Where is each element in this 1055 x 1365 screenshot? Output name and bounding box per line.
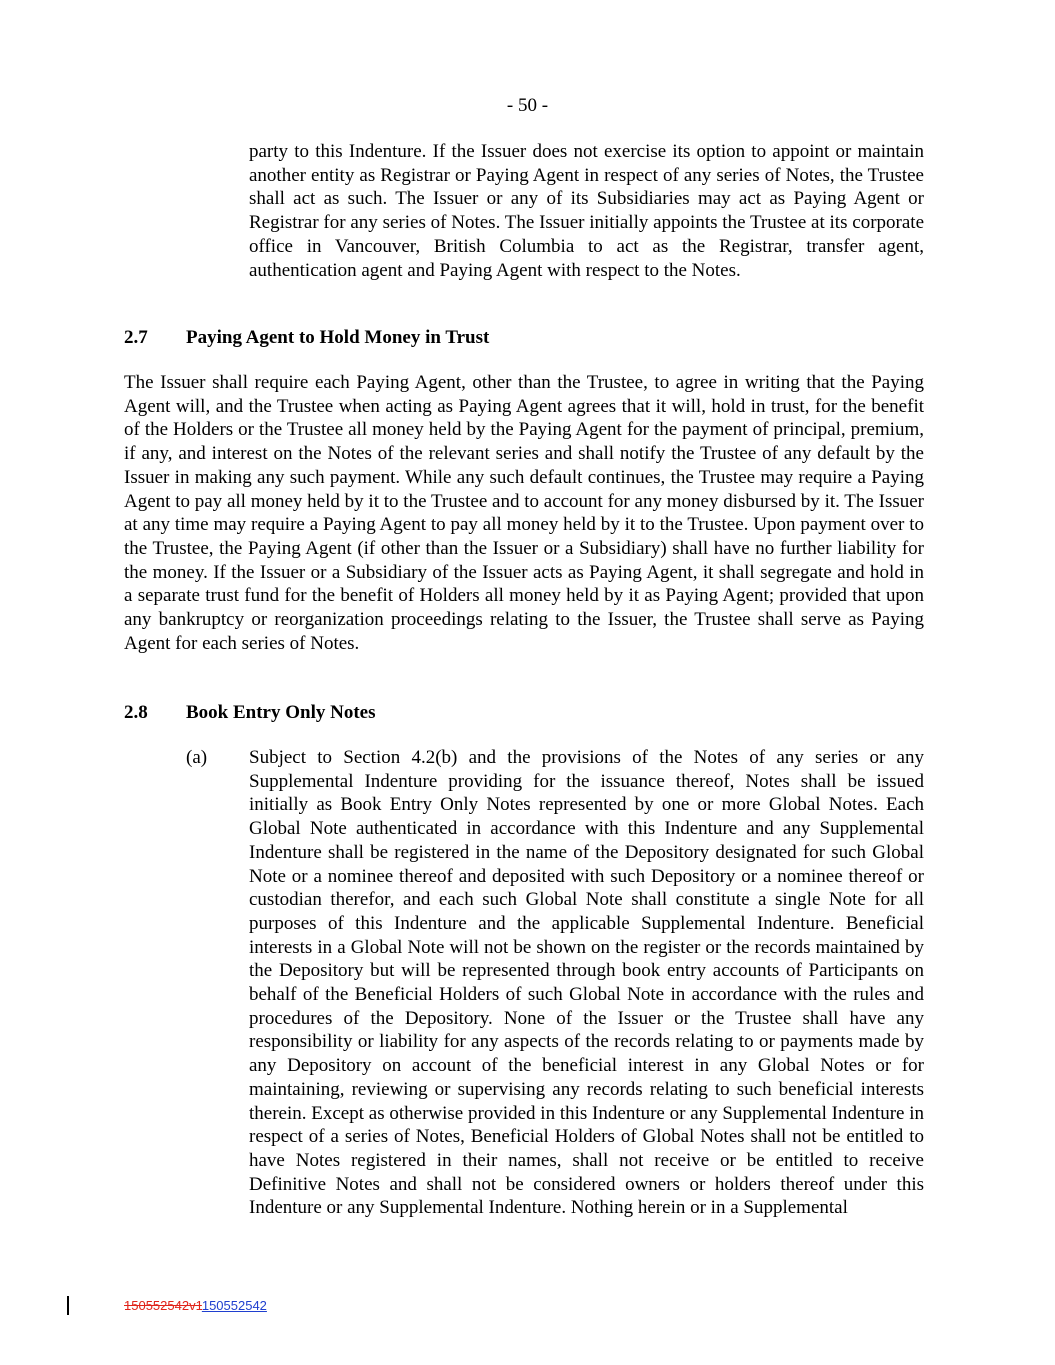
inserted-document-id: 150552542: [201, 1298, 267, 1313]
section-2-7-body: The Issuer shall require each Paying Agent, other than the Trustee, to agree in writing that the Paying Agent will, and the Trustee when acting as Paying Agent agrees that it will, hold in trust, for the benefit of the Holders or the Trustee all money held by the Paying Agent for the payment of principal, premium, if any, and interest on the Notes of the relevant series and shall notify the Trustee of any default by the Issuer in making any such payment. While any such default continues, the Trustee may require a Paying Agent to pay all money held by it to the Trustee and to account for any money disbursed by it. The Issuer at any time may require a Paying Agent to pay all money held by it to the Trustee. Upon payment over to the Trustee, the Paying Agent (if other than the Issuer or a Subsidiary) shall have no further liability for the money. If the Issuer or a Subsidiary of the Issuer acts as Paying Agent, it shall segregate and hold in a separate trust fund for the benefit of Holders all money held by it as Paying Agent; provided that upon any bankruptcy or reorganization proceedings relating to the Issuer, the Trustee shall serve as Paying Agent for each series of Notes.: [124, 372, 924, 654]
item-a-label: (a): [186, 747, 208, 768]
document-id-footer: [124, 1298, 267, 1314]
section-title: Paying Agent to Hold Money in Trust: [186, 327, 490, 348]
section-heading-2-7: [124, 326, 924, 350]
deleted-document-id: 150552542v1: [124, 1298, 202, 1313]
continuation-paragraph: party to this Indenture. If the Issuer does not exercise its option to appoint or maintain another entity as Registrar or Paying Agent in respect of any series of Notes, the Trustee shall act as such. The Issuer or any of its Subsidiaries may act as Paying Agent or Registrar for any series of Notes. The Issuer initially appoints the Trustee at its corporate office in Vancouver, British Columbia to act as the Registrar, transfer agent, authentication agent and Paying Agent with respect to the Notes.: [249, 141, 924, 281]
section-heading-2-8: [124, 701, 924, 725]
section-title: Book Entry Only Notes: [186, 702, 376, 723]
revision-change-bar: [67, 1296, 69, 1315]
item-a-body: Subject to Section 4.2(b) and the provisions of the Notes of any series or any Supplemental Indenture providing for the issuance thereof, Notes shall be issued initially as Book Entry Only Notes represented by one or more Global Notes. Each Global Note authenticated in accordance with this Indenture and any Supplemental Indenture shall be registered in the name of the Depository designated for such Global Note or a nominee thereof and deposited with such Depository or a nominee thereof or custodian therefor, and each such Global Note shall constitute a single Note for all purposes of this Indenture and the applicable Supplemental Indenture. Beneficial interests in a Global Note will not be shown on the register or the records maintained by the Depository but will be represented through book entry accounts of Participants on behalf of the Beneficial Holders of such Global Note in accordance with the rules and procedures of the Depository. None of the Issuer or the Trustee shall have any responsibility or liability for any aspects of the records relating to or payments made by any Depository on account of the beneficial interest in any Global Notes or for maintaining, reviewing or supervising any records relating to such beneficial interests therein. Except as otherwise provided in this Indenture or any Supplemental Indenture in respect of a series of Notes, Beneficial Holders of Global Notes shall not be entitled to have Notes registered in their names, shall not receive or be entitled to receive Definitive Notes and shall not be considered owners or holders thereof under this Indenture or any Supplemental Indenture. Nothing herein or in a Supplemental: [249, 747, 924, 1219]
section-number: 2.8: [124, 702, 148, 723]
section-number: 2.7: [124, 327, 148, 348]
page-number: - 50 -: [506, 95, 549, 116]
